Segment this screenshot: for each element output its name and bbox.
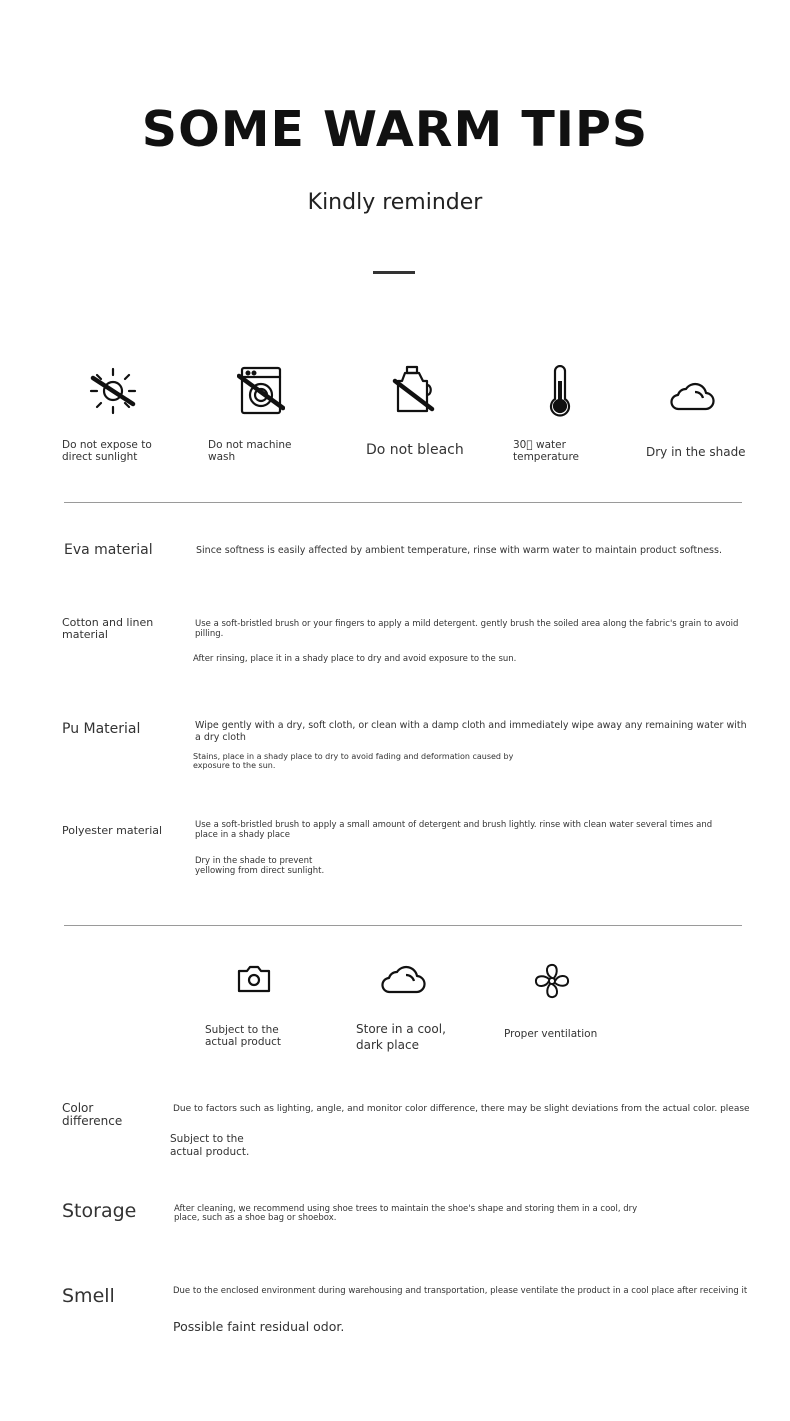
no-bleach-icon (390, 365, 436, 417)
notice-label-actual-product: Subject to the actual product (205, 1024, 282, 1048)
care-label-temperature: 30  water temperature (513, 439, 579, 463)
camera-icon (236, 964, 272, 994)
note-name-smell: Smell (62, 1285, 115, 1307)
note-desc-color-difference-2: Subject to the actual product. (170, 1133, 250, 1158)
note-desc-storage: After cleaning, we recommend using shoe trees to maintain the shoe's shape and storing them in a cool, dry place, such as a shoe bag or shoebox. (174, 1204, 638, 1223)
notice-label-ventilation: Proper ventilation (504, 1028, 598, 1040)
title-divider (373, 271, 415, 274)
notice-label-storage: Store in a cool, dark place (356, 1022, 446, 1052)
note-desc-color-difference-1: Due to factors such as lighting, angle, and monitor color difference, there may be slight deviations from the actual color. please (173, 1104, 750, 1114)
thermometer-icon (546, 365, 574, 417)
material-name-polyester: Polyester material (62, 824, 163, 837)
no-machine-wash-icon (237, 366, 285, 416)
material-desc-cotton-linen-1: Use a soft-bristled brush or your fingers to apply a mild detergent. gently brush the soiled area along the fabric's grain to avoid pilling. (195, 619, 739, 639)
cloud-icon (669, 380, 715, 412)
section-divider (64, 502, 742, 503)
care-label-shade: Dry in the shade (646, 445, 746, 459)
material-name-eva: Eva material (64, 542, 153, 558)
note-desc-smell-1: Due to the enclosed environment during warehousing and transportation, please ventilate the product in a cool place after receiving it (173, 1286, 748, 1296)
cloud-icon (380, 963, 426, 995)
note-name-storage: Storage (62, 1200, 137, 1222)
care-label-sunlight: Do not expose to direct sunlight (62, 439, 152, 463)
material-desc-cotton-linen-2: After rinsing, place it in a shady place to dry and avoid exposure to the sun. (193, 654, 517, 664)
page-title: SOME WARM TIPS (141, 101, 649, 158)
material-name-pu: Pu Material (62, 721, 141, 737)
page-subtitle: Kindly reminder (307, 190, 483, 215)
material-desc-eva: Since softness is easily affected by ambient temperature, rinse with warm water to maintain product softness. (196, 545, 722, 556)
section-divider (64, 925, 742, 926)
material-desc-polyester-2: Dry in the shade to prevent yellowing from direct sunlight. (195, 856, 325, 876)
care-label-bleach: Do not bleach (366, 442, 464, 458)
note-name-color-difference: Color difference (62, 1101, 123, 1128)
material-desc-polyester-1: Use a soft-bristled brush to apply a small amount of detergent and brush lightly. rinse with clean water several times and place in a shady place (195, 820, 713, 840)
note-desc-smell-2: Possible faint residual odor. (173, 1319, 345, 1334)
care-label-machine-wash: Do not machine wash (208, 439, 292, 463)
material-desc-pu-2: Stains, place in a shady place to dry to avoid fading and deformation caused by exposure to the sun. (193, 752, 514, 770)
fan-icon (534, 963, 570, 999)
no-sunlight-icon (88, 366, 138, 416)
material-name-cotton-linen: Cotton and linen material (62, 616, 154, 641)
material-desc-pu-1: Wipe gently with a dry, soft cloth, or clean with a damp cloth and immediately wipe away any remaining water with a dry cloth (195, 720, 747, 743)
